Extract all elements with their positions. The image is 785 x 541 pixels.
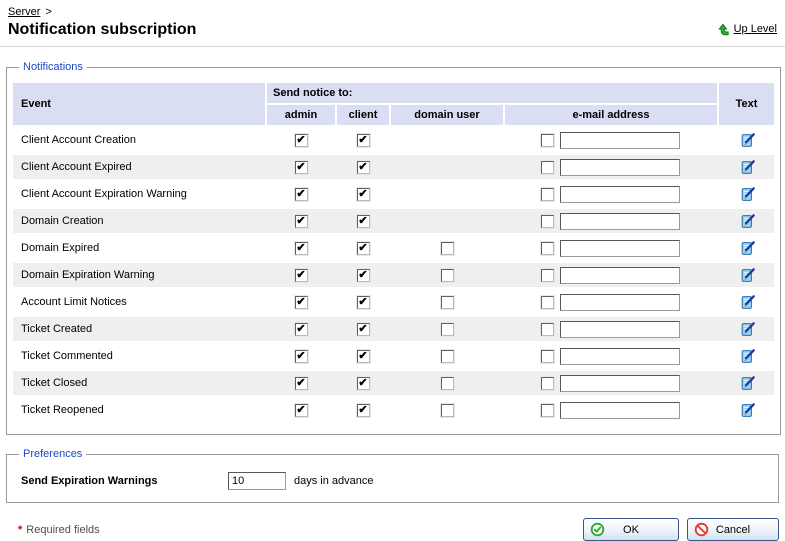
column-header-email-address: e-mail address	[505, 105, 717, 125]
edit-text-icon[interactable]	[739, 186, 755, 202]
text-cell	[719, 290, 774, 314]
client-checkbox[interactable]	[357, 215, 370, 228]
event-label: Client Account Creation	[21, 134, 136, 146]
table-row	[13, 155, 774, 179]
client-cell	[337, 182, 389, 206]
email-input[interactable]	[560, 348, 680, 365]
email-input[interactable]	[560, 213, 680, 230]
title-divider	[0, 46, 785, 47]
email-cell	[505, 209, 717, 233]
notifications-fieldset	[6, 61, 781, 435]
event-label: Ticket Created	[21, 323, 93, 335]
notifications-table	[13, 83, 774, 422]
event-label: Domain Expiration Warning	[21, 269, 155, 281]
required-asterisk: *	[18, 523, 23, 536]
edit-text-icon[interactable]	[739, 402, 755, 418]
client-cell	[337, 236, 389, 260]
event-label: Ticket Closed	[21, 377, 88, 389]
preferences-legend: Preferences	[23, 448, 83, 460]
edit-text-icon[interactable]	[739, 240, 755, 256]
expiration-days-input[interactable]	[228, 472, 286, 490]
email-cell	[505, 398, 717, 422]
admin-cell	[267, 236, 335, 260]
cancel-button[interactable]	[687, 518, 779, 541]
admin-checkbox[interactable]	[295, 377, 308, 390]
email-input[interactable]	[560, 159, 680, 176]
domain-user-cell	[391, 398, 503, 422]
page-title: Notification subscription	[8, 21, 197, 38]
email-checkbox[interactable]	[541, 296, 554, 309]
admin-cell	[267, 371, 335, 395]
table-row	[13, 371, 774, 395]
edit-text-icon[interactable]	[739, 294, 755, 310]
domain-user-cell	[391, 290, 503, 314]
domain-user-checkbox[interactable]	[441, 323, 454, 336]
domain-user-checkbox[interactable]	[441, 269, 454, 282]
ok-icon	[590, 522, 605, 537]
expiration-warnings-label: Send Expiration Warnings	[21, 475, 158, 487]
admin-cell	[267, 398, 335, 422]
client-checkbox[interactable]	[357, 350, 370, 363]
email-input[interactable]	[560, 402, 680, 419]
notifications-table-header	[13, 83, 774, 125]
table-row	[13, 263, 774, 287]
domain-user-cell	[391, 209, 503, 233]
client-checkbox[interactable]	[357, 134, 370, 147]
client-cell	[337, 290, 389, 314]
email-checkbox[interactable]	[541, 188, 554, 201]
action-buttons	[583, 518, 779, 541]
admin-cell	[267, 209, 335, 233]
admin-checkbox[interactable]	[295, 404, 308, 417]
text-cell	[719, 182, 774, 206]
column-header-client: client	[337, 105, 389, 125]
client-cell	[337, 317, 389, 341]
admin-checkbox[interactable]	[295, 242, 308, 255]
column-header-admin: admin	[267, 105, 335, 125]
column-header-text: Text	[719, 83, 774, 125]
text-cell	[719, 209, 774, 233]
email-input[interactable]	[560, 294, 680, 311]
days-in-advance-label: days in advance	[294, 475, 374, 487]
admin-checkbox[interactable]	[295, 188, 308, 201]
column-header-event: Event	[13, 83, 265, 125]
text-cell	[719, 317, 774, 341]
client-checkbox[interactable]	[357, 323, 370, 336]
required-fields-label: Required fields	[26, 523, 100, 536]
client-checkbox[interactable]	[357, 269, 370, 282]
table-row	[13, 398, 774, 422]
expiration-warning-row	[13, 468, 772, 493]
column-header-domain-user: domain user	[391, 105, 503, 125]
edit-text-icon[interactable]	[739, 267, 755, 283]
email-cell	[505, 290, 717, 314]
edit-text-icon[interactable]	[739, 348, 755, 364]
admin-checkbox[interactable]	[295, 269, 308, 282]
text-cell	[719, 344, 774, 368]
email-checkbox[interactable]	[541, 269, 554, 282]
email-input[interactable]	[560, 375, 680, 392]
event-label: Domain Expired	[21, 242, 100, 254]
domain-user-cell	[391, 371, 503, 395]
admin-cell	[267, 317, 335, 341]
admin-cell	[267, 128, 335, 152]
event-label: Ticket Reopened	[21, 404, 104, 416]
client-cell	[337, 398, 389, 422]
domain-user-checkbox[interactable]	[441, 296, 454, 309]
up-level-icon	[714, 21, 730, 37]
text-cell	[719, 371, 774, 395]
email-input[interactable]	[560, 186, 680, 203]
breadcrumb-server-link[interactable]: Server	[8, 6, 41, 18]
edit-text-icon[interactable]	[739, 132, 755, 148]
domain-user-cell	[391, 155, 503, 179]
cancel-icon	[694, 522, 709, 537]
edit-text-icon[interactable]	[739, 213, 755, 229]
email-checkbox[interactable]	[541, 377, 554, 390]
email-checkbox[interactable]	[541, 323, 554, 336]
domain-user-checkbox[interactable]	[441, 350, 454, 363]
event-label: Client Account Expiration Warning	[21, 188, 187, 200]
required-fields-note	[18, 524, 100, 536]
text-cell	[719, 128, 774, 152]
email-cell	[505, 263, 717, 287]
up-level-link[interactable]	[714, 21, 777, 37]
page-header	[0, 0, 785, 39]
email-cell	[505, 371, 717, 395]
edit-text-icon[interactable]	[739, 159, 755, 175]
client-checkbox[interactable]	[357, 188, 370, 201]
email-cell	[505, 155, 717, 179]
footer-bar	[0, 516, 785, 541]
email-input[interactable]	[560, 132, 680, 149]
breadcrumb-separator: >	[45, 6, 52, 18]
table-row	[13, 236, 774, 260]
admin-checkbox[interactable]	[295, 215, 308, 228]
email-checkbox[interactable]	[541, 350, 554, 363]
admin-checkbox[interactable]	[295, 161, 308, 174]
client-cell	[337, 155, 389, 179]
client-cell	[337, 371, 389, 395]
admin-checkbox[interactable]	[295, 350, 308, 363]
client-cell	[337, 263, 389, 287]
admin-cell	[267, 290, 335, 314]
event-label: Client Account Expired	[21, 161, 132, 173]
admin-checkbox[interactable]	[295, 134, 308, 147]
ok-button[interactable]	[583, 518, 679, 541]
domain-user-cell	[391, 263, 503, 287]
domain-user-checkbox[interactable]	[441, 242, 454, 255]
preferences-fieldset	[6, 448, 779, 503]
client-checkbox[interactable]	[357, 242, 370, 255]
edit-text-icon[interactable]	[739, 321, 755, 337]
domain-user-cell	[391, 236, 503, 260]
email-cell	[505, 236, 717, 260]
text-cell	[719, 155, 774, 179]
text-cell	[719, 236, 774, 260]
client-checkbox[interactable]	[357, 161, 370, 174]
domain-user-cell	[391, 182, 503, 206]
email-cell	[505, 344, 717, 368]
notifications-table-body	[13, 128, 774, 422]
email-cell	[505, 128, 717, 152]
client-checkbox[interactable]	[357, 404, 370, 417]
email-input[interactable]	[560, 240, 680, 257]
cancel-button-label: Cancel	[715, 523, 751, 536]
domain-user-checkbox[interactable]	[441, 404, 454, 417]
email-checkbox[interactable]	[541, 404, 554, 417]
email-checkbox[interactable]	[541, 215, 554, 228]
email-checkbox[interactable]	[541, 161, 554, 174]
column-header-send-notice-to: Send notice to:	[267, 83, 717, 103]
admin-checkbox[interactable]	[295, 296, 308, 309]
email-cell	[505, 182, 717, 206]
email-checkbox[interactable]	[541, 134, 554, 147]
table-row	[13, 290, 774, 314]
table-row	[13, 344, 774, 368]
admin-cell	[267, 344, 335, 368]
breadcrumb	[8, 6, 777, 18]
table-row	[13, 317, 774, 341]
domain-user-cell	[391, 128, 503, 152]
domain-user-cell	[391, 344, 503, 368]
client-checkbox[interactable]	[357, 296, 370, 309]
table-row	[13, 128, 774, 152]
email-cell	[505, 317, 717, 341]
domain-user-cell	[391, 317, 503, 341]
event-label: Ticket Commented	[21, 350, 113, 362]
ok-button-label: OK	[623, 523, 639, 536]
client-checkbox[interactable]	[357, 377, 370, 390]
table-row	[13, 209, 774, 233]
client-cell	[337, 128, 389, 152]
admin-checkbox[interactable]	[295, 323, 308, 336]
admin-cell	[267, 182, 335, 206]
event-label: Domain Creation	[21, 215, 104, 227]
text-cell	[719, 263, 774, 287]
up-level-label: Up Level	[733, 23, 777, 35]
text-cell	[719, 398, 774, 422]
edit-text-icon[interactable]	[739, 375, 755, 391]
notifications-legend: Notifications	[23, 61, 83, 73]
event-label: Account Limit Notices	[21, 296, 127, 308]
email-input[interactable]	[560, 321, 680, 338]
admin-cell	[267, 263, 335, 287]
email-input[interactable]	[560, 267, 680, 284]
client-cell	[337, 344, 389, 368]
admin-cell	[267, 155, 335, 179]
domain-user-checkbox[interactable]	[441, 377, 454, 390]
email-checkbox[interactable]	[541, 242, 554, 255]
client-cell	[337, 209, 389, 233]
table-row	[13, 182, 774, 206]
